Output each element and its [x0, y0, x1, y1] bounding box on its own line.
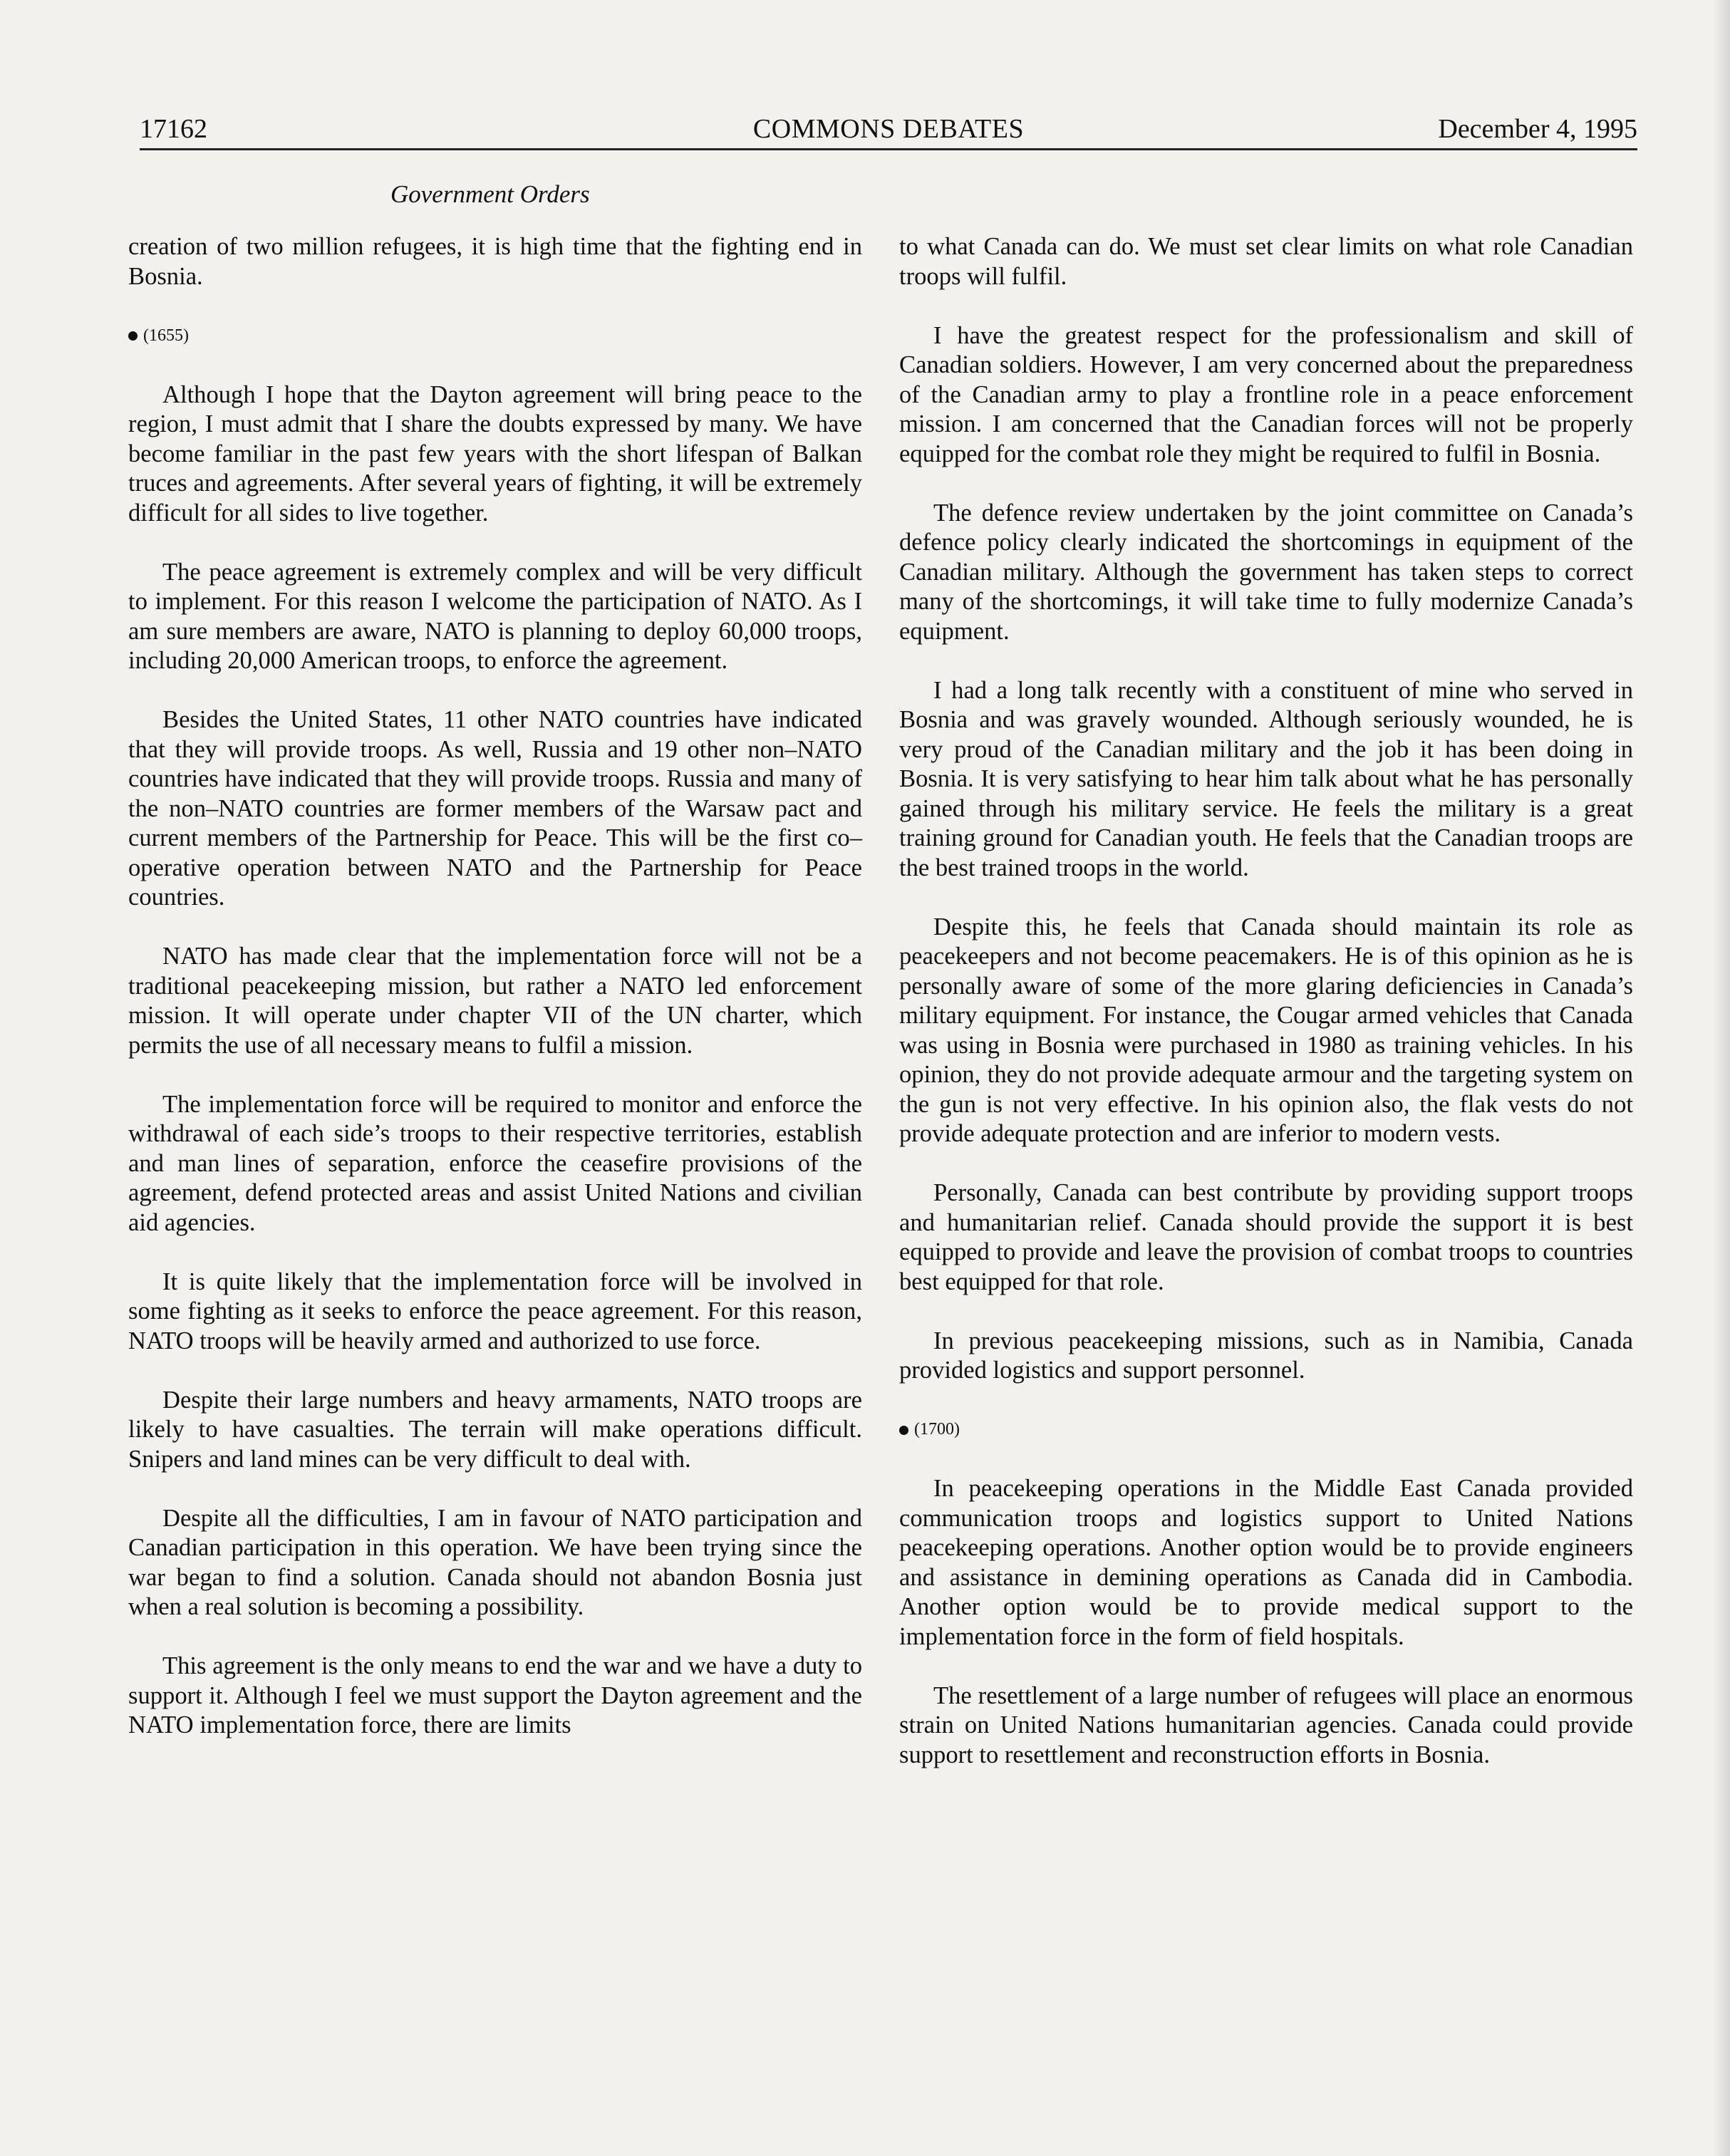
right-column [899, 232, 1633, 1800]
paragraph: Despite all the difficulties, I am in favour of NATO participation and Canadian participation in this operation. We have been trying since the war began to find a solution. Canada should not abandon Bosnia just when a real solution is becoming a possibility. [128, 1504, 862, 1620]
page-number: 17162 [140, 114, 207, 144]
page-header [140, 107, 1637, 151]
publication-date: December 4, 1995 [1438, 114, 1637, 144]
left-column [128, 232, 862, 1770]
paragraph: It is quite likely that the implementation force will be involved in some fighting as it seeks to enforce the peace agreement. For this reason, NATO troops will be heavily armed and authorized to use force. [128, 1268, 862, 1354]
paragraph: I have the greatest respect for the professionalism and skill of Canadian soldiers. However, I am very concerned about the preparedness of the Canadian army to play a frontline role in a peace enforcement mission. I am concerned that the Canadian forces will not be properly equipped for the combat role they might be required to fulfil in Bosnia. [899, 321, 1633, 467]
bullet-icon [899, 1426, 908, 1435]
paragraph: creation of two million refugees, it is high time that the fighting end in Bosnia. [128, 233, 862, 290]
paragraph: The implementation force will be required to monitor and enforce the withdrawal of each side’s troops to their respective territories, establish and man lines of separation, enforce the ceasefire provisions of the agreement, defend protected areas and assist United Nations and civilian aid agencies. [128, 1090, 862, 1236]
time-marker-label: (1700) [914, 1420, 960, 1439]
time-marker [899, 1415, 1633, 1445]
bullet-icon [128, 331, 138, 341]
paragraph: Despite this, he feels that Canada should maintain its role as peacekeepers and not become peacemakers. He is of this opinion as he is personally aware of some of the more glaring deficiencies in Canada’s military equipment. For instance, the Cougar armed vehicles that Canada was using in Bosnia were purchased in 1980 as training vehicles. In his opinion, they do not provide adequate armour and the targeting system on the gun is not very effective. In his opinion also, the flak vests do not provide adequate protection and are inferior to modern vests. [899, 913, 1633, 1147]
paragraph: The resettlement of a large number of refugees will place an enormous strain on United Nations humanitarian agencies. Canada could provide support to resettlement and reconstruction efforts in Bosnia. [899, 1681, 1633, 1768]
paragraph: This agreement is the only means to end the war and we have a duty to support it. Although I feel we must support the Dayton agreement and the NATO implementation force, there are limits [128, 1652, 862, 1738]
paragraph: The defence review undertaken by the joint committee on Canada’s defence policy clearly indicated the shortcomings in equipment of the Canadian military. Although the government has taken steps to correct many of the shortcomings, it will take time to fully modernize Canada’s equipment. [899, 499, 1633, 645]
time-marker-label: (1655) [143, 326, 189, 345]
paragraph: In peacekeeping operations in the Middle East Canada provided communication troops and logistics support to United Nations peacekeeping operations. Another option would be to provide engineers and assistance in demining operations as Canada did in Cambodia. Another option would be to provide medical support to the implementation force in the form of field hospitals. [899, 1475, 1633, 1650]
paragraph: NATO has made clear that the implementation force will not be a traditional peacekeeping mission, but rather a NATO led enforcement mission. It will operate under chapter VII of the UN charter, which permits the use of all necessary means to fulfil a mission. [128, 943, 862, 1059]
time-marker [128, 321, 862, 351]
paragraph: Personally, Canada can best contribute by providing support troops and humanitarian relief. Canada should provide the support it is best equipped to provide and leave the provision of combat troops to countries best equipped for that role. [899, 1179, 1633, 1295]
header-rule [140, 148, 1637, 150]
paragraph: The peace agreement is extremely complex and will be very difficult to implement. For this reason I welcome the participation of NATO. As I am sure members are aware, NATO is planning to deploy 60,000 troops, including 20,000 American troops, to enforce the agreement. [128, 558, 862, 674]
paragraph: In previous peacekeeping missions, such as in Namibia, Canada provided logistics and support personnel. [899, 1327, 1633, 1384]
paragraph: I had a long talk recently with a constituent of mine who served in Bosnia and was gravely wounded. Although seriously wounded, he is very proud of the Canadian military and the job it has been doing in Bosnia. It is very satisfying to hear him talk about what he has personally gained through his military service. He feels the military is a great training ground for Canadian youth. He feels that the Canadian troops are the best trained troops in the world. [899, 676, 1633, 881]
publication-title: COMMONS DEBATES [752, 114, 1025, 144]
paragraph: Besides the United States, 11 other NATO countries have indicated that they will provide troops. As well, Russia and 19 other non–NATO countries have indicated that they will provide troops. Russia and many of the non–NATO countries are former members of the Warsaw pact and current members of the Partnership for Peace. This will be the first co–operative operation between NATO and the Partnership for Peace countries. [128, 706, 862, 911]
page-edge-shadow [1713, 0, 1730, 2156]
paragraph: to what Canada can do. We must set clear limits on what role Canadian troops will fulfil. [899, 233, 1633, 290]
section-title: Government Orders [390, 180, 590, 208]
paragraph: Although I hope that the Dayton agreement will bring peace to the region, I must admit that I share the doubts expressed by many. We have become familiar in the past few years with the short lifespan of Balkan truces and agreements. After several years of fighting, it will be extremely difficult for all sides to live together. [128, 380, 862, 527]
paragraph: Despite their large numbers and heavy armaments, NATO troops are likely to have casualties. The terrain will make operations difficult. Snipers and land mines can be very difficult to deal with. [128, 1386, 862, 1473]
